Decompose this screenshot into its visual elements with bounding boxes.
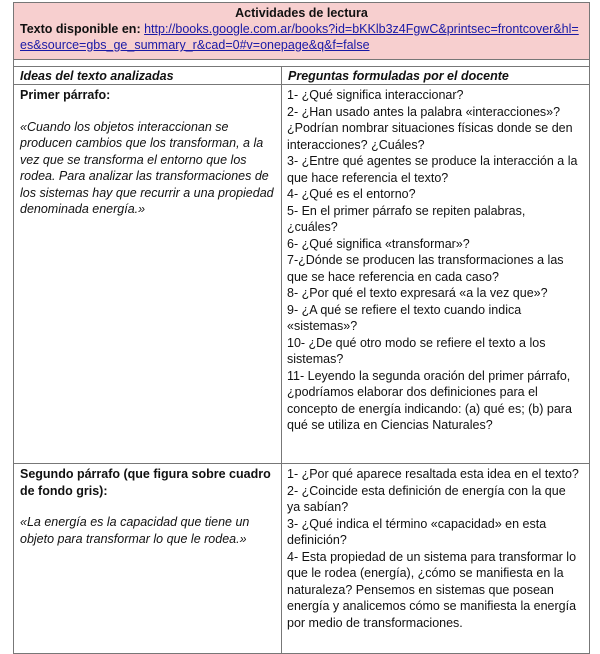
column-header-questions: Preguntas formuladas por el docente — [282, 67, 589, 85]
quote-text: «La energía es la capacidad que tiene un objeto para transformar lo que le rodea.» — [20, 515, 250, 546]
question-item: 6- ¿Qué significa «transformar»? — [287, 236, 470, 251]
question-item: 3- ¿Qué indica el término «capacidad» en esta definición? — [287, 516, 547, 547]
question-item: 11- Leyendo la segunda oración del primer párrafo, ¿podríamos elaborar dos definiciones para el concepto de energía indicando: (a) qué es; (b) para qué se utiliza en Ciencias Naturales? — [287, 368, 572, 432]
question-item: 2- ¿Coincide esta definición de energía con la que ya sabían? — [287, 483, 566, 514]
section-title: Segundo párrafo (que figura sobre cuadro de fondo gris): — [20, 467, 271, 498]
question-item: 8- ¿Por qué el texto expresará «a la vez que»? — [287, 286, 548, 300]
source-line — [20, 21, 583, 53]
question-item: 3- ¿Entre qué agentes se produce la interacción a la que hace referencia el texto? — [287, 154, 578, 185]
table-row — [14, 464, 589, 653]
ideas-cell — [14, 85, 282, 463]
table-header — [14, 3, 589, 60]
questions-cell — [282, 464, 589, 653]
question-item: 1- ¿Por qué aparece resaltada esta idea en el texto? — [287, 467, 579, 481]
column-headers — [14, 67, 589, 85]
question-item: 4- ¿Qué es el entorno? — [287, 187, 416, 201]
quote-text: «Cuando los objetos interaccionan se producen cambios que los transforman, a la vez que se transforma el entorno que los rodea. Para analizar las transformaciones de los sistemas hay que recurrir a una propiedad denominada energía.» — [20, 119, 274, 216]
table-row — [14, 85, 589, 464]
question-item: 2- ¿Han usado antes la palabra «interacciones»? ¿Podrían nombrar situaciones físicas donde se den interacciones? ¿Cuáles? — [287, 104, 573, 152]
questions-cell — [282, 85, 589, 463]
ideas-cell — [14, 464, 282, 653]
source-link[interactable]: http://books.google.com.ar/books?id=bKKlb3z4FgwC&printsec=frontcover&hl=es&source=gbs_ge_summary_r&cad=0#v=onepage&q&f=false — [20, 22, 579, 52]
question-item: 7-¿Dónde se producen las transformaciones a las que se hace referencia en cada caso? — [287, 253, 564, 284]
question-item: 1- ¿Qué significa interaccionar? — [287, 88, 464, 102]
section-title: Primer párrafo: — [20, 88, 111, 102]
source-label: Texto disponible en: — [20, 22, 141, 36]
question-item: 4- Esta propiedad de un sistema para transformar lo que le rodea (energía), ¿cómo se manifiesta en la naturaleza? Pensemos en sistemas que posean energía y analicemos cómo se manifiesta la energía por medio de transformaciones. — [287, 549, 577, 630]
table-title: Actividades de lectura — [235, 6, 368, 20]
question-item: 9- ¿A qué se refiere el texto cuando indica «sistemas»? — [287, 302, 522, 333]
column-header-ideas: Ideas del texto analizadas — [14, 67, 282, 85]
question-item: 5- En el primer párrafo se repiten palabras, ¿cuáles? — [287, 203, 526, 234]
reading-activities-table — [13, 2, 590, 654]
question-item: 10- ¿De qué otro modo se refiere el texto a los sistemas? — [287, 335, 546, 366]
spacer-row — [14, 60, 589, 67]
table-body — [14, 85, 589, 653]
